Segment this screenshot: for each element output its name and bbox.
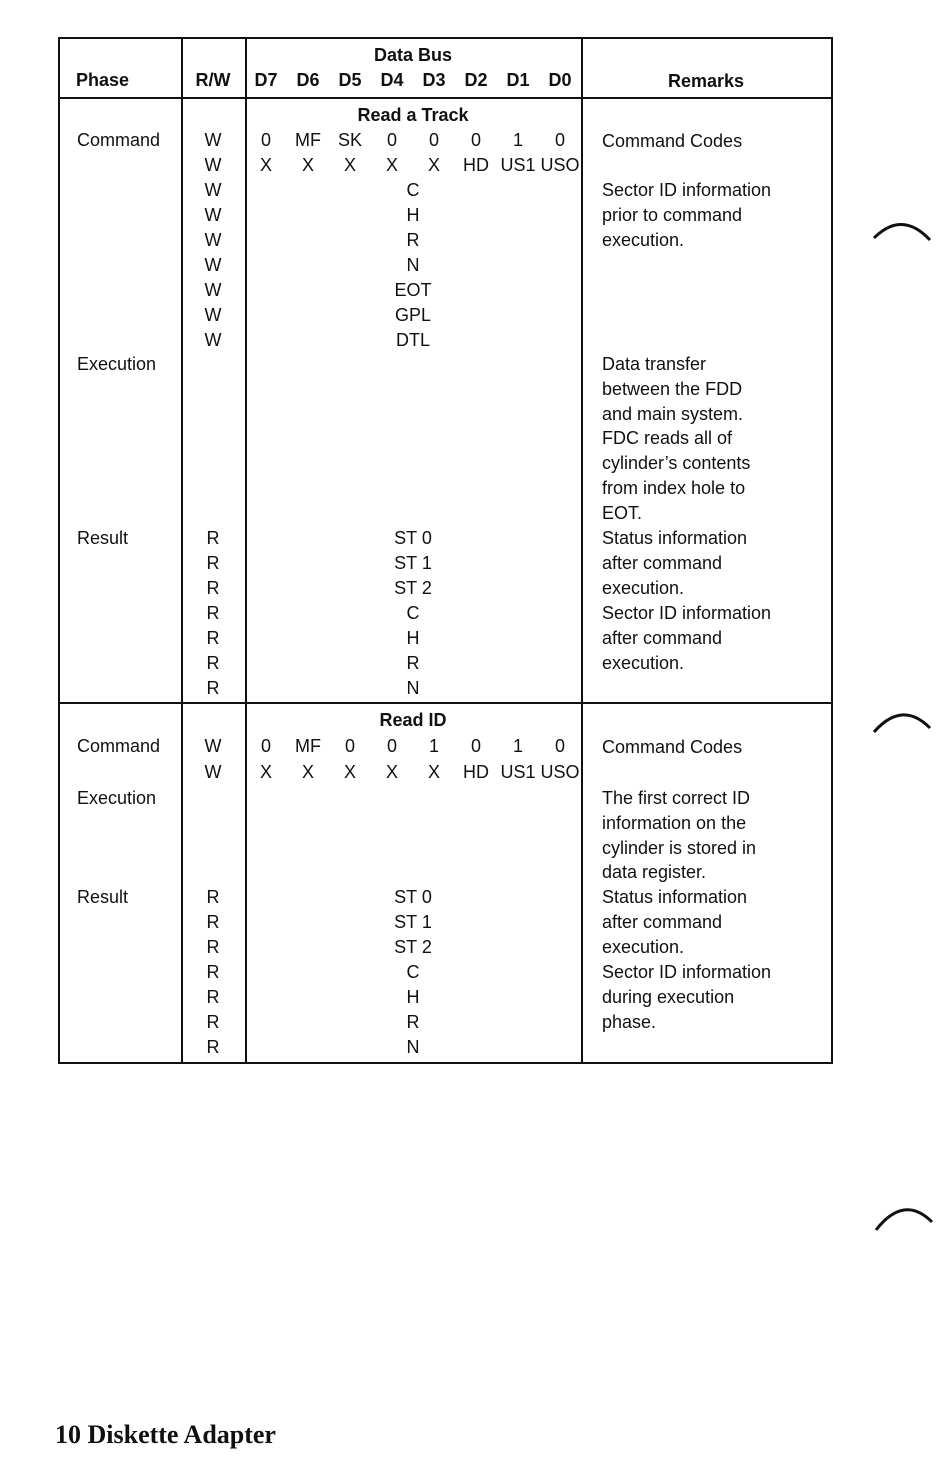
command-table [58,37,833,1064]
bit-cell: 0 [260,736,272,756]
remark-status-info: Status information after command execution. [602,528,748,598]
result-byte: H [406,628,420,648]
header-data-bus: Data Bus [373,45,453,65]
rw-cell: W [204,280,222,300]
remark-data-transfer: Data transfer between the FDD and main system. FDC reads all of cylinder’s contents from index hole to EOT. [602,354,751,523]
bit-cell: X [301,762,315,782]
bit-cell: X [259,762,273,782]
rw-cell: W [204,230,222,250]
bit-cell: X [385,762,399,782]
bit-cell: X [259,155,273,175]
bit-cell: USO [540,762,580,782]
table-left-border [58,37,60,1064]
bit-cell: 1 [428,736,440,756]
header-bit: D4 [380,70,404,90]
bit-cell: USO [540,155,580,175]
header-divider [58,97,833,99]
result-byte: R [406,1012,420,1032]
remark-status-info: Status information after command execution. [602,887,748,957]
bit-cell: X [427,762,441,782]
header-bit: D1 [506,70,530,90]
rw-cell: R [206,962,220,982]
command-byte: DTL [395,330,431,350]
section-title-read-id: Read ID [379,710,447,730]
bit-cell: US1 [500,762,536,782]
result-byte: ST 1 [394,912,432,932]
column-divider-phase [181,37,183,1064]
result-byte: N [406,678,420,698]
header-bit: D5 [338,70,362,90]
rw-cell: W [204,155,222,175]
remark-sector-id-during: Sector ID information during execution phase. [602,962,772,1032]
bit-cell: SK [337,130,363,150]
bit-cell: 0 [470,130,482,150]
phase-execution: Execution [77,788,157,808]
rw-cell: R [206,1012,220,1032]
rw-cell: R [206,628,220,648]
bit-cell: 0 [554,736,566,756]
bit-cell: MF [295,130,321,150]
command-byte: R [406,230,420,250]
header-bit: D3 [422,70,446,90]
result-byte: ST 2 [394,578,432,598]
rw-cell: R [206,912,220,932]
table-bottom-border [58,1062,833,1064]
result-byte: ST 0 [394,887,432,907]
header-phase: Phase [76,70,130,90]
command-byte: H [406,205,420,225]
phase-command: Command [77,736,161,756]
header-rw: R/W [195,70,231,90]
bit-cell: 0 [386,736,398,756]
column-divider-rw [245,37,247,1064]
bit-cell: 0 [386,130,398,150]
bit-cell: X [427,155,441,175]
bit-cell: MF [295,736,321,756]
rw-cell: R [206,887,220,907]
rw-cell: R [206,553,220,573]
remark-command-codes: Command Codes [602,737,743,757]
result-byte: N [406,1037,420,1057]
command-byte: EOT [394,280,432,300]
rw-cell: W [204,180,222,200]
bit-cell: 0 [260,130,272,150]
rw-cell: R [206,603,220,623]
phase-result: Result [77,887,129,907]
rw-cell: W [204,205,222,225]
bit-cell: 1 [512,736,524,756]
punch-hole-mark [872,706,932,746]
rw-cell: R [206,1037,220,1057]
section-divider [58,702,833,704]
table-top-border [58,37,833,39]
bit-cell: X [343,155,357,175]
rw-cell: R [206,578,220,598]
result-byte: C [406,603,420,623]
bit-cell: X [385,155,399,175]
punch-hole-mark [874,1200,934,1240]
rw-cell: R [206,937,220,957]
bit-cell: US1 [500,155,536,175]
rw-cell: W [204,330,222,350]
result-byte: ST 1 [394,553,432,573]
bit-cell: 1 [512,130,524,150]
bit-cell: 0 [344,736,356,756]
command-byte: GPL [394,305,432,325]
page-footer: 10 Diskette Adapter [55,1420,276,1449]
remark-sector-id-after: Sector ID information after command execution. [602,603,772,673]
rw-cell: W [204,255,222,275]
header-bit: D0 [548,70,572,90]
remark-sector-id-before: Sector ID information prior to command execution. [602,180,772,250]
bit-cell: HD [463,762,489,782]
table-right-border [831,37,833,1064]
result-byte: ST 2 [394,937,432,957]
section-title-read-a-track: Read a Track [357,105,469,125]
rw-cell: W [204,305,222,325]
result-byte: C [406,962,420,982]
remark-command-codes: Command Codes [602,131,743,151]
header-remarks: Remarks [667,71,745,91]
result-byte: H [406,987,420,1007]
rw-cell: W [204,762,222,782]
punch-hole-mark [872,216,932,256]
bit-cell: X [301,155,315,175]
bit-cell: 0 [428,130,440,150]
header-bit: D2 [464,70,488,90]
rw-cell: W [204,130,222,150]
column-divider-databus [581,37,583,1064]
rw-cell: R [206,987,220,1007]
phase-command: Command [77,130,161,150]
bit-cell: 0 [554,130,566,150]
result-byte: ST 0 [394,528,432,548]
command-byte: C [406,180,420,200]
rw-cell: R [206,678,220,698]
phase-execution: Execution [77,354,157,374]
rw-cell: R [206,653,220,673]
bit-cell: 0 [470,736,482,756]
command-byte: N [406,255,420,275]
rw-cell: R [206,528,220,548]
header-bit: D6 [296,70,320,90]
remark-first-correct-id: The first correct ID information on the cylinder is stored in data register. [602,788,757,883]
bit-cell: HD [463,155,489,175]
result-byte: R [406,653,420,673]
rw-cell: W [204,736,222,756]
header-bit: D7 [254,70,278,90]
bit-cell: X [343,762,357,782]
phase-result: Result [77,528,129,548]
